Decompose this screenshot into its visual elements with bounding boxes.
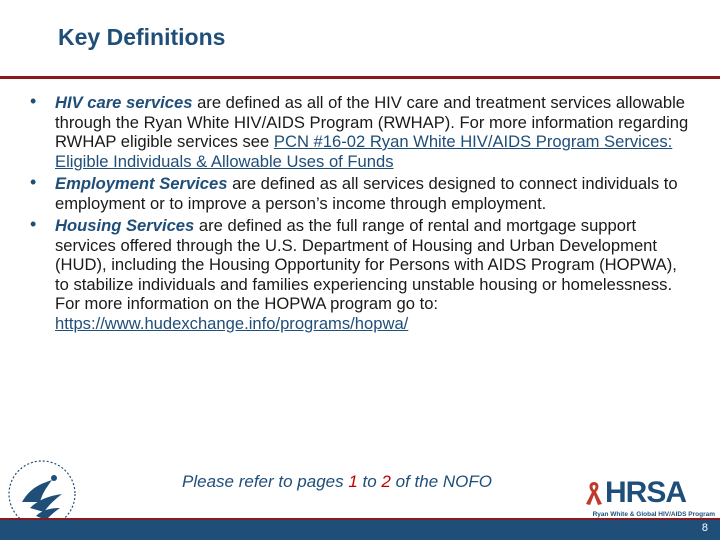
definition-text: are defined as all of the HIV care and treatment services allowable through the Ryan White HIV/AIDS Program (RWHAP). For more information regarding RWHAP eligible services see (55, 93, 689, 151)
hrsa-wordmark: HRSA (605, 476, 687, 509)
refer-suffix: of the NOFO (390, 472, 492, 491)
refer-prefix: Please refer to pages (182, 472, 349, 491)
list-item-housing (30, 216, 690, 333)
title-divider (0, 76, 720, 79)
footer-stripe (0, 518, 720, 520)
pcn-link[interactable]: PCN #16-02 Ryan White HIV/AIDS Program Services: Eligible Individuals & Allowable Uses of Funds (55, 132, 673, 171)
bullet-icon: • (30, 91, 37, 111)
refer-middle: to (357, 472, 382, 491)
page-number: 8 (701, 522, 708, 534)
definitions-list (30, 93, 690, 336)
footer-bar (0, 518, 720, 540)
nofo-reference (182, 472, 492, 492)
bullet-icon: • (30, 172, 37, 192)
page-end: 2 (381, 472, 391, 491)
red-ribbon-icon (583, 480, 605, 506)
definition-text: are defined as the full range of rental and mortgage support services offered through the U.S. Department of Housing and Urban Development (HUD), including the Housing Opportunity for Persons with AIDS Program (HOPWA), to stabilize individuals and families experiencing unstable housing or homelessness. For more information on the HOPWA program go to: (55, 216, 677, 313)
hrsa-logo (583, 478, 715, 520)
list-item-hiv-care (30, 93, 690, 171)
hopwa-link[interactable]: https://www.hudexchange.info/programs/hopwa/ (55, 313, 409, 333)
term-housing: Housing Services (55, 216, 195, 235)
list-item-employment (30, 174, 690, 213)
term-hiv-care: HIV care services (55, 93, 193, 112)
page-title: Key Definitions (58, 24, 226, 50)
term-employment: Employment Services (55, 174, 228, 193)
definition-text: are defined as all services designed to connect individuals to employment or to improve a person’s income through employment. (55, 174, 678, 213)
page-start: 1 (348, 472, 358, 491)
bullet-icon: • (30, 214, 37, 234)
hrsa-subtitle: Ryan White & Global HIV/AIDS Program (592, 511, 715, 518)
